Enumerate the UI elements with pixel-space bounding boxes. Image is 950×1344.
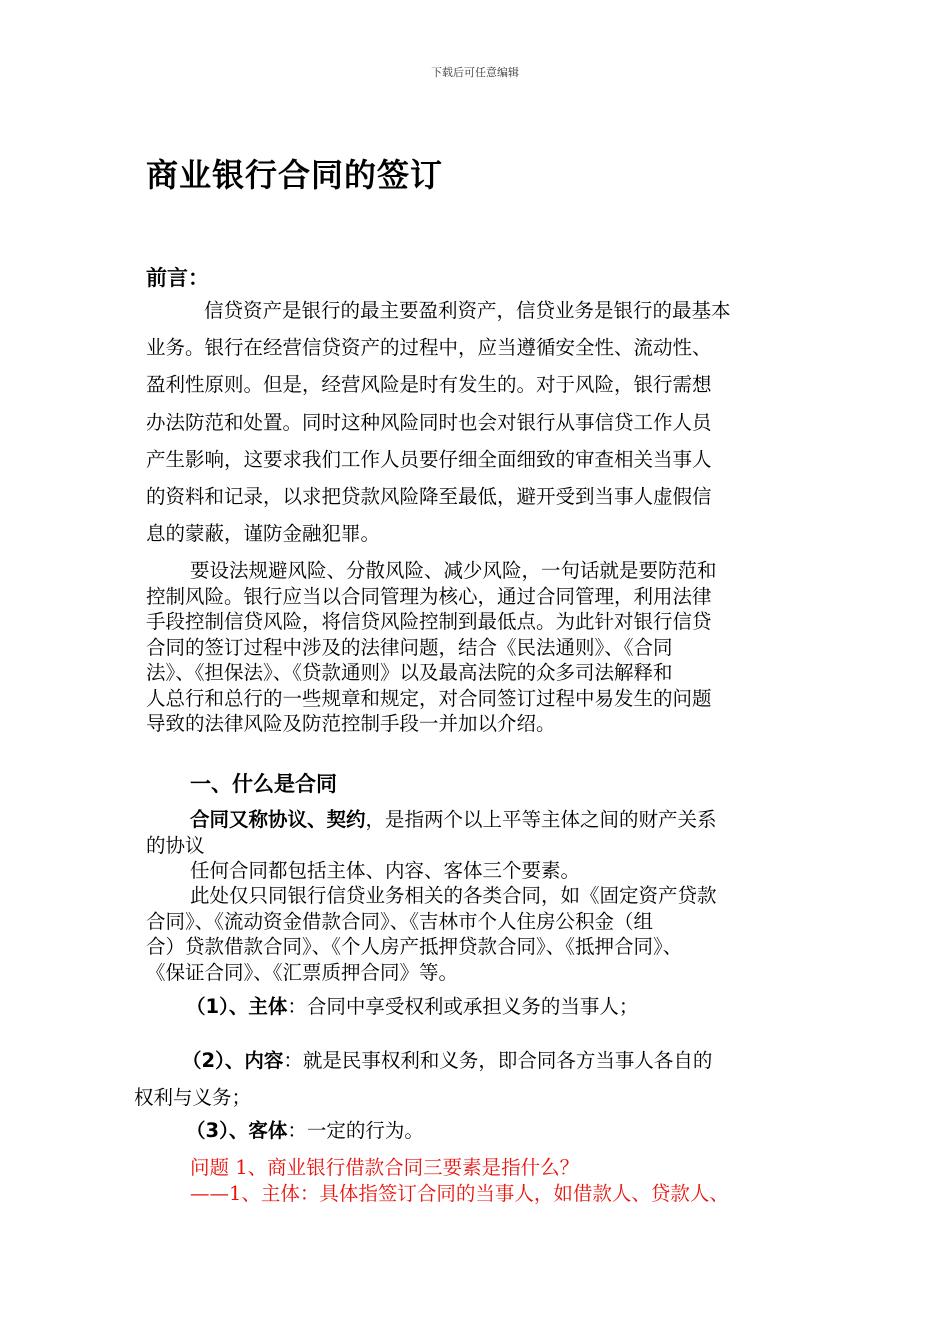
item-label: （1）、主体 [186, 995, 288, 1018]
paragraph-line: 控制风险。银行应当以合同管理为核心，通过合同管理，利用法律 [146, 584, 712, 608]
question-1: 问题 1、商业银行借款合同三要素是指什么？ [190, 1156, 580, 1179]
paragraph-line: 《保证合同》、《汇票质押合同》等。 [146, 960, 459, 984]
paragraph-line [134, 1042, 712, 1079]
item-text: ：就是民事权利和义务，即合同各方当事人各自的 [283, 1049, 713, 1072]
question-block [190, 1155, 729, 1206]
item-label: （3）、客体 [186, 1119, 288, 1142]
paragraph-line: 合同》、《流动资金借款合同》、《吉林市个人住房公积金（组 [146, 909, 654, 933]
paragraph-line: 合）贷款借款合同》、《个人房产抵押贷款合同》、《抵押合同》、 [146, 935, 683, 958]
preface-paragraph-1 [146, 292, 731, 552]
item-1 [186, 994, 638, 1020]
paragraph-line: 任何合同都包括主体、内容、客体三个要素。 [190, 859, 581, 882]
section-1-paragraph-3 [146, 883, 717, 985]
paragraph-line: 的协议 [146, 833, 205, 857]
paragraph-line: 权利与义务； [134, 1086, 252, 1109]
paragraph-line: 息的蒙蔽，谨防金融犯罪。 [146, 522, 381, 546]
definition-text: ，是指两个以上平等主体之间的财产关系 [365, 808, 717, 831]
section-1-paragraph-2 [190, 858, 580, 884]
paragraph-line: 人总行和总行的一些规章和规定，对合同签订过程中易发生的问题 [146, 686, 712, 710]
paragraph-line: 此处仅只同银行信贷业务相关的各类合同，如《固定资产贷款 [190, 884, 717, 907]
paragraph-line [146, 807, 717, 833]
paragraph-line: 产生影响，这要求我们工作人员要仔细全面细致的审查相关当事人 [146, 447, 712, 471]
section-1-heading: 一、什么是合同 [190, 772, 337, 796]
answer-1: ——1、主体：具体指签订合同的当事人，如借款人、贷款人、 [190, 1181, 729, 1205]
paragraph-line: 要设法规避风险、分散风险、减少风险，一句话就是要防范和 [190, 559, 717, 582]
item-text: ：合同中享受权利或承担义务的当事人； [287, 995, 639, 1018]
bold-term: 合同又称协议、契约 [190, 808, 366, 831]
preface-paragraph-2 [146, 558, 717, 737]
item-2 [134, 1042, 712, 1116]
document-title: 商业银行合同的签订 [146, 156, 444, 194]
page-header-note: 下载后可任意编辑 [431, 66, 519, 79]
preface-heading: 前言： [146, 266, 209, 290]
item-text: ：一定的行为。 [287, 1119, 424, 1142]
paragraph-line: 法》、《担保法》、《贷款通则》以及最高法院的众多司法解释和 [146, 661, 673, 684]
paragraph-line: 业务。银行在经营信贷资产的过程中，应当遵循安全性、流动性、 [146, 336, 712, 360]
paragraph-line: 手段控制信贷风险，将信贷风险控制到最低点。为此针对银行信贷 [146, 610, 712, 633]
paragraph-line: 办法防范和处置。同时这种风险同时也会对银行从事信贷工作人员 [146, 410, 712, 434]
item-label: （2）、内容 [182, 1049, 284, 1072]
paragraph-line: 导致的法律风险及防范控制手段一并加以介绍。 [146, 712, 556, 735]
paragraph-line: 合同的签订过程中涉及的法律问题，结合《民法通则》、《合同 [146, 635, 673, 659]
paragraph-line: 的资料和记录，以求把贷款风险降至最低，避开受到当事人虚假信 [146, 485, 712, 509]
item-3 [186, 1118, 424, 1144]
paragraph-line: 信贷资产是银行的最主要盈利资产，信贷业务是银行的最基本 [204, 299, 731, 322]
section-1-paragraph-1 [146, 807, 717, 858]
paragraph-line: 盈利性原则。但是，经营风险是时有发生的。对于风险，银行需想 [146, 373, 712, 397]
